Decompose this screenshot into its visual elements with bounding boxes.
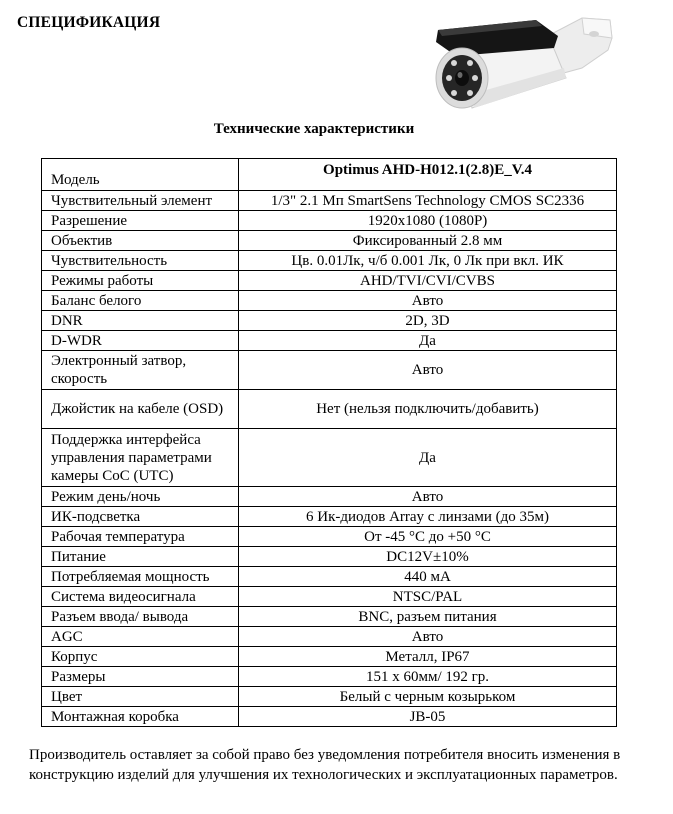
spec-value: 1/3" 2.1 Мп SmartSens Technology CMOS SC2336 <box>239 191 617 211</box>
spec-label: Джойстик на кабеле (OSD) <box>42 390 239 429</box>
table-row <box>42 507 617 527</box>
spec-value: От -45 °C до +50 °C <box>239 527 617 547</box>
table-row <box>42 527 617 547</box>
spec-value: 2D, 3D <box>239 311 617 331</box>
table-row <box>42 390 617 429</box>
spec-label: Разъем ввода/ вывода <box>42 607 239 627</box>
spec-label: Система видеосигнала <box>42 587 239 607</box>
spec-label: DNR <box>42 311 239 331</box>
spec-label: Рабочая температура <box>42 527 239 547</box>
spec-value: 1920x1080 (1080P) <box>239 211 617 231</box>
spec-label: Размеры <box>42 667 239 687</box>
spec-value: Авто <box>239 487 617 507</box>
spec-label: Поддержка интерфейса управления параметрами камеры CoC (UTC) <box>42 429 239 487</box>
table-row <box>42 647 617 667</box>
specification-table <box>41 158 617 727</box>
table-row <box>42 251 617 271</box>
table-row <box>42 271 617 291</box>
table-row <box>42 587 617 607</box>
table-row <box>42 231 617 251</box>
spec-label: Монтажная коробка <box>42 707 239 727</box>
spec-label: D-WDR <box>42 331 239 351</box>
table-row <box>42 627 617 647</box>
table-row <box>42 429 617 487</box>
spec-value: DC12V±10% <box>239 547 617 567</box>
spec-label: AGC <box>42 627 239 647</box>
spec-value: Цв. 0.01Лк, ч/б 0.001 Лк, 0 Лк при вкл. ИК <box>239 251 617 271</box>
table-row <box>42 331 617 351</box>
spec-value: BNC, разъем питания <box>239 607 617 627</box>
table-row-model <box>42 159 617 191</box>
spec-value: Фиксированный 2.8 мм <box>239 231 617 251</box>
spec-value: JB-05 <box>239 707 617 727</box>
spec-value: Да <box>239 331 617 351</box>
model-label: Модель <box>42 159 239 191</box>
spec-label: Разрешение <box>42 211 239 231</box>
table-row <box>42 291 617 311</box>
spec-value: Авто <box>239 351 617 390</box>
spec-label: Чувствительность <box>42 251 239 271</box>
spec-value: 440 мА <box>239 567 617 587</box>
spec-label: ИК-подсветка <box>42 507 239 527</box>
spec-value: 6 Ик-диодов Array с линзами (до 35м) <box>239 507 617 527</box>
table-row <box>42 567 617 587</box>
table-row <box>42 667 617 687</box>
table-row <box>42 687 617 707</box>
table-row <box>42 351 617 390</box>
document-heading: СПЕЦИФИКАЦИЯ <box>17 14 161 31</box>
spec-value: Да <box>239 429 617 487</box>
table-row <box>42 311 617 331</box>
table-row <box>42 191 617 211</box>
spec-label: Режимы работы <box>42 271 239 291</box>
specification-table-body <box>42 159 617 727</box>
spec-label: Цвет <box>42 687 239 707</box>
spec-label: Электронный затвор, скорость <box>42 351 239 390</box>
spec-label: Баланс белого <box>42 291 239 311</box>
spec-label: Чувствительный элемент <box>42 191 239 211</box>
spec-value: Металл, IP67 <box>239 647 617 667</box>
table-row <box>42 487 617 507</box>
table-row <box>42 707 617 727</box>
table-row <box>42 607 617 627</box>
model-value: Optimus AHD-H012.1(2.8)E_V.4 <box>239 159 617 191</box>
spec-label: Режим день/ночь <box>42 487 239 507</box>
spec-value: AHD/TVI/CVI/CVBS <box>239 271 617 291</box>
spec-value: Нет (нельзя подключить/добавить) <box>239 390 617 429</box>
footer-note: Производитель оставляет за собой право без уведомления потребителя вносить изменения в конструкцию изделий для улучшения их технологических и эксплуатационных параметров. <box>29 747 621 783</box>
spec-value: Авто <box>239 291 617 311</box>
spec-label: Потребляемая мощность <box>42 567 239 587</box>
spec-value: Авто <box>239 627 617 647</box>
spec-label: Питание <box>42 547 239 567</box>
spec-value: 151 x 60мм/ 192 гр. <box>239 667 617 687</box>
bullet-camera-icon <box>432 8 614 116</box>
section-title: Технические характеристики <box>213 121 415 137</box>
spec-label: Объектив <box>42 231 239 251</box>
table-row <box>42 547 617 567</box>
spec-value: Белый с черным козырьком <box>239 687 617 707</box>
spec-value: NTSC/PAL <box>239 587 617 607</box>
table-row <box>42 211 617 231</box>
spec-label: Корпус <box>42 647 239 667</box>
